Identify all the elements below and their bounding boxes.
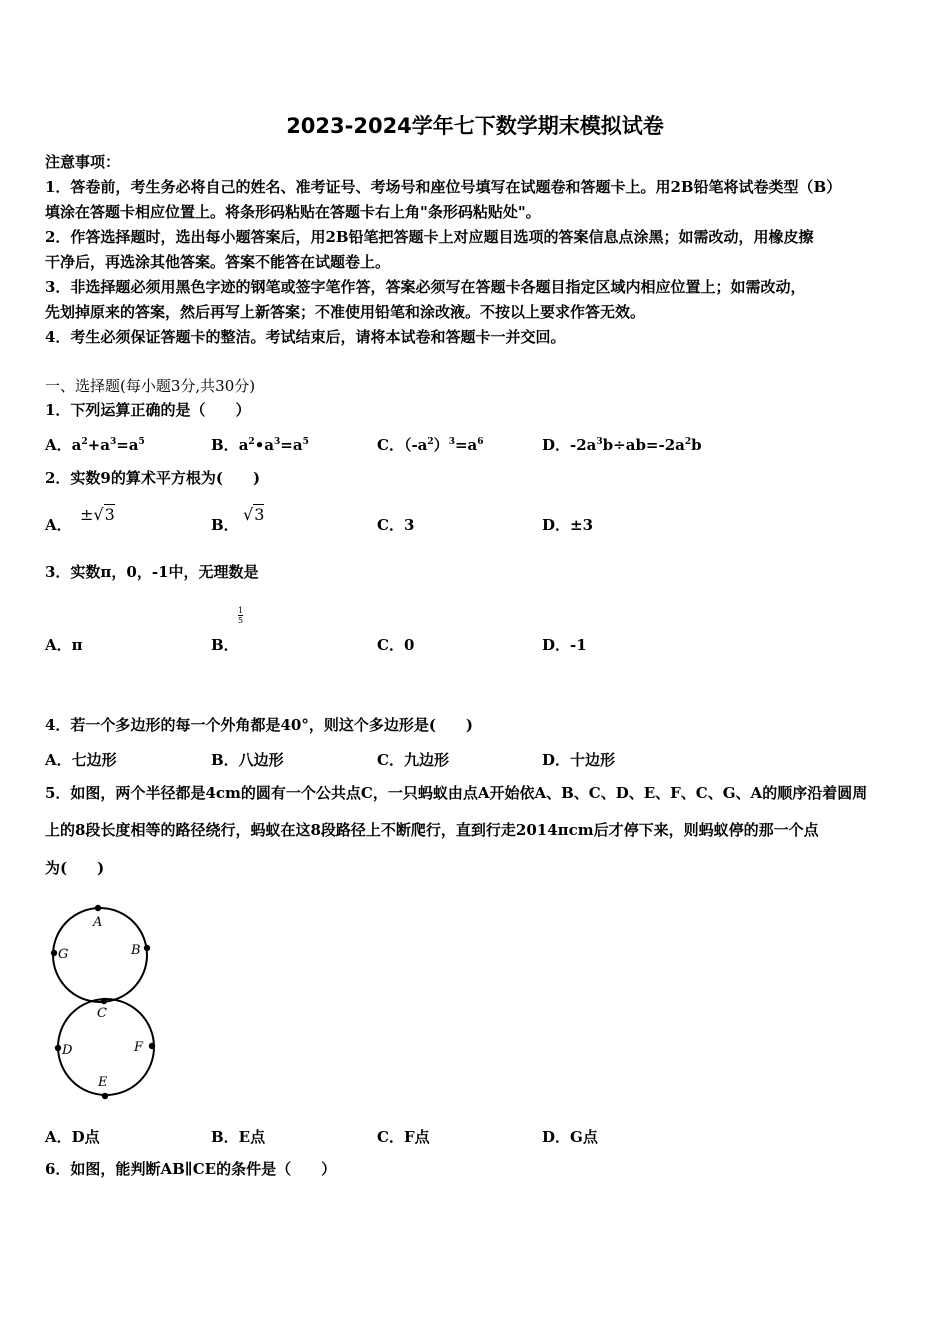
notice-line: 干净后，再选涂其他答案。答案不能答在试题卷上。	[45, 253, 391, 271]
notice-heading: 注意事项：	[45, 153, 121, 171]
two-circles-figure	[40, 895, 170, 1110]
section-heading: 一、选择题(每小题3分,共30分)	[45, 377, 256, 395]
notice-line: 1．答卷前，考生务必将自己的姓名、准考证号、考场号和座位号填写在试题卷和答题卡上。用2B铅笔将试卷类型（B）	[45, 178, 842, 196]
q1-option-b: B．$a^2•a^3=a^5$	[211, 436, 309, 454]
notice-line: 先划掉原来的答案，然后再写上新答案；不准使用铅笔和涂改液。不按以上要求作答无效。	[45, 303, 646, 321]
q5-option-d: D．G点	[542, 1128, 598, 1146]
notice-line: 填涂在答题卡相应位置上。将条形码粘贴在答题卡右上角"条形码粘贴处"。	[45, 203, 541, 221]
q3-option-d: D．-1	[542, 636, 587, 654]
q4-option-a: A．七边形	[45, 751, 117, 769]
q1-option-a: A．$a^2+a^3=a^5$	[45, 436, 145, 454]
q2-option-d: D．±3	[542, 516, 594, 534]
q3-option-b-fraction: $\frac{1}{5}$	[238, 606, 244, 625]
q2-option-b-expr: √3	[243, 505, 265, 524]
q1-option-c: C．$(-a^2)^3=a^6$	[377, 436, 484, 454]
point-a	[95, 905, 101, 911]
label-e: E	[98, 1075, 108, 1090]
point-d	[55, 1045, 61, 1051]
sqrt-icon: √	[93, 505, 104, 524]
sqrt-icon: √	[243, 505, 254, 524]
point-b	[144, 945, 150, 951]
question-stem: 2．实数9的算术平方根为( )	[45, 469, 261, 487]
q4-option-c: C．九边形	[377, 751, 449, 769]
notice-line: 2．作答选择题时，选出每小题答案后，用2B铅笔把答题卡上对应题目选项的答案信息点涂黑；如需改动，用橡皮擦	[45, 228, 814, 246]
point-e	[102, 1093, 108, 1099]
label-g: G	[58, 947, 69, 962]
point-g	[51, 950, 57, 956]
question-stem: 6．如图，能判断AB∥CE的条件是（ ）	[45, 1160, 337, 1178]
q1-option-d: D．$-2a^3b\div ab=-2a^2b$	[542, 436, 702, 454]
notice-line: 4．考生必须保证答题卡的整洁。考试结束后，请将本试卷和答题卡一并交回。	[45, 328, 566, 346]
question-stem: 上的8段长度相等的路径绕行，蚂蚁在这8段路径上不断爬行，直到行走2014πcm后才停下来，则蚂蚁停的那一个点	[45, 821, 819, 839]
question-stem: 3．实数π，0，-1中，无理数是	[45, 563, 259, 581]
q3-option-a: A．π	[45, 636, 83, 654]
label-d: D	[62, 1043, 73, 1058]
q3-option-c: C．0	[377, 636, 415, 654]
point-f	[149, 1043, 155, 1049]
q5-option-c: C．F点	[377, 1128, 430, 1146]
q5-option-b: B．E点	[211, 1128, 266, 1146]
question-stem: 5．如图，两个半径都是4cm的圆有一个公共点C，一只蚂蚁由点A开始依A、B、C、D、E、F、C、G、A的顺序沿着圆周	[45, 784, 868, 802]
q2-option-c: C．3	[377, 516, 415, 534]
q4-option-d: D．十边形	[542, 751, 616, 769]
q2-option-a-label: A．	[45, 516, 72, 534]
point-c	[101, 998, 107, 1004]
label-b: B	[131, 943, 141, 958]
page-title: 2023-2024学年七下数学期末模拟试卷	[286, 114, 664, 138]
q2-option-b-label: B．	[211, 516, 239, 534]
q5-option-a: A．D点	[45, 1128, 100, 1146]
label-c: C	[97, 1006, 107, 1021]
label-a: A	[93, 915, 103, 930]
question-stem: 1．下列运算正确的是（ ）	[45, 401, 251, 419]
question-stem: 4．若一个多边形的每一个外角都是40°，则这个多边形是( )	[45, 716, 474, 734]
notice-line: 3．非选择题必须用黑色字迹的钢笔或签字笔作答，答案必须写在答题卡各题目指定区域内相应位置上；如需改动，	[45, 278, 806, 296]
q2-option-a-expr: ±√3	[80, 505, 115, 524]
q3-option-b-label: B．	[211, 636, 239, 654]
label-f: F	[134, 1040, 144, 1055]
question-stem: 为( )	[45, 859, 105, 877]
q4-option-b: B．八边形	[211, 751, 284, 769]
